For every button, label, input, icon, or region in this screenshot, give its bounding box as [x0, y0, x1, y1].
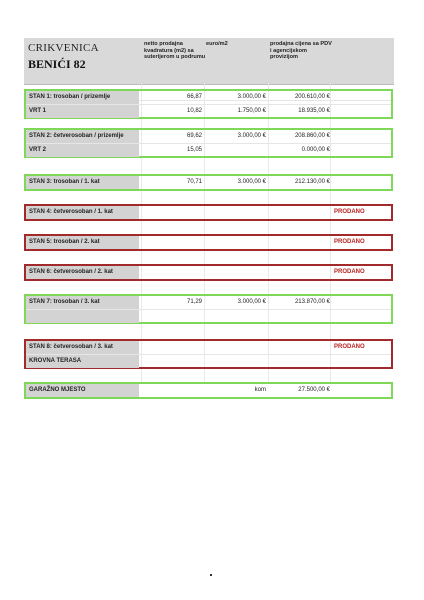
unit-label: STAN 6: četverosoban / 2. kat — [26, 266, 139, 279]
total-price-value: 200.610,00 € — [294, 94, 330, 100]
unit-group — [24, 128, 393, 158]
table-header — [24, 38, 394, 84]
unit-group — [24, 339, 393, 369]
unit-label: STAN 4: četverosoban / 1. kat — [26, 206, 139, 219]
price-per-m2-value: 3.000,00 € — [237, 179, 266, 185]
unit-label: KROVNA TERASA — [26, 355, 139, 368]
unit-label: VRT 1 — [26, 105, 139, 118]
table-row — [26, 309, 391, 323]
area-value: 66,87 — [186, 94, 202, 100]
unit-group — [24, 89, 393, 119]
unit-group — [24, 382, 393, 399]
table-row — [26, 296, 391, 309]
unit-label: STAN 7: trosoban / 3. kat — [26, 296, 139, 309]
unit-label: STAN 1: trosoban / prizemlje — [26, 91, 139, 104]
area-value: 15,05 — [186, 147, 202, 153]
total-price-value: 208.860,00 € — [294, 133, 330, 139]
project-name: BENIĆI 82 — [28, 57, 86, 71]
column-header-total-price: prodajna cijena sa PDV i agencijskom provizijom — [270, 41, 332, 61]
column-header-area: netto prodajna kvadratura (m2) sa suterijerom u podrumu — [144, 41, 206, 61]
unit-label: STAN 8: četverosoban / 3. kat — [26, 341, 139, 354]
price-per-m2-value: kom — [254, 387, 266, 393]
area-value: 10,82 — [186, 108, 202, 114]
total-price-value: 212.130,00 € — [294, 179, 330, 185]
total-price-value: 213.870,00 € — [294, 299, 330, 305]
status-note: PRODANO — [334, 344, 365, 350]
price-list-document — [24, 38, 394, 558]
unit-label: STAN 3: trosoban / 1. kat — [26, 176, 139, 189]
status-note: PRODANO — [334, 269, 365, 275]
table-row — [26, 206, 391, 219]
status-note: PRODANO — [334, 209, 365, 215]
page-mark — [210, 574, 212, 576]
unit-group — [24, 264, 393, 281]
column-header-price-per-m2: euro/m2 — [206, 41, 228, 47]
unit-label: STAN 5: trosoban / 2. kat — [26, 236, 139, 249]
unit-label: GARAŽNO MJESTO — [26, 384, 139, 397]
price-per-m2-value: 1.750,00 € — [237, 108, 266, 114]
table-row — [26, 236, 391, 249]
table-row — [26, 91, 391, 104]
city-name: CRIKVENICA — [28, 42, 99, 54]
table-row — [26, 384, 391, 397]
unit-label: VRT 2 — [26, 144, 139, 157]
table-row — [26, 143, 391, 157]
unit-label — [26, 310, 139, 323]
price-per-m2-value: 3.000,00 € — [237, 299, 266, 305]
price-per-m2-value: 3.000,00 € — [237, 94, 266, 100]
table-row — [26, 354, 391, 368]
area-value: 71,29 — [186, 299, 202, 305]
price-per-m2-value: 3.000,00 € — [237, 133, 266, 139]
unit-group — [24, 204, 393, 221]
total-price-value: 18.935,00 € — [298, 108, 330, 114]
unit-group — [24, 234, 393, 251]
area-value: 69,62 — [186, 133, 202, 139]
table-row — [26, 104, 391, 118]
unit-group — [24, 294, 393, 324]
table-row — [26, 341, 391, 354]
header-divider — [24, 84, 394, 85]
table-row — [26, 266, 391, 279]
area-value: 70,71 — [186, 179, 202, 185]
table-row — [26, 130, 391, 143]
unit-label: STAN 2: četverosoban / prizemlje — [26, 130, 139, 143]
total-price-value: 0.000,00 € — [301, 147, 330, 153]
status-note: PRODANO — [334, 239, 365, 245]
total-price-value: 27.500,00 € — [298, 387, 330, 393]
unit-group — [24, 174, 393, 191]
table-row — [26, 176, 391, 189]
project-title-block — [24, 38, 141, 84]
